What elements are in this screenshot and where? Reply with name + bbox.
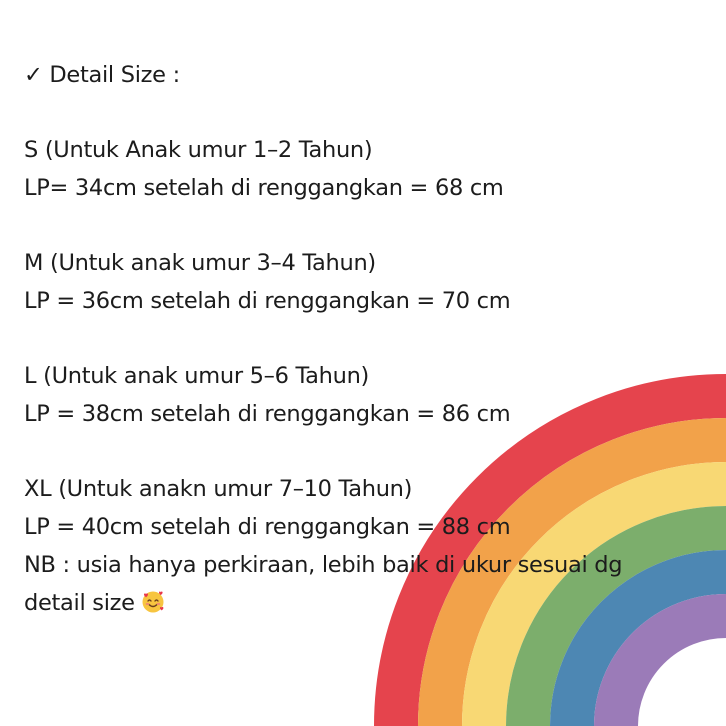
size-detail-text [24, 56, 714, 622]
heading: ✓ Detail Size : [24, 62, 180, 88]
size-s-title: S (Untuk Anak umur 1–2 Tahun) [24, 137, 373, 163]
size-l-title: L (Untuk anak umur 5–6 Tahun) [24, 363, 370, 389]
note-line-2-text: detail size [24, 590, 135, 616]
size-xl-title: XL (Untuk anakn umur 7–10 Tahun) [24, 476, 413, 502]
size-l-detail: LP = 38cm setelah di renggangkan = 86 cm [24, 401, 511, 427]
size-m-detail: LP = 36cm setelah di renggangkan = 70 cm [24, 288, 511, 314]
note-line-1: NB : usia hanya perkiraan, lebih baik di ukur sesuai dg [24, 552, 623, 578]
size-m-title: M (Untuk anak umur 3–4 Tahun) [24, 250, 376, 276]
note-line-2 [24, 584, 714, 622]
smiling-face-with-hearts-emoji [141, 590, 165, 614]
size-s-detail: LP= 34cm setelah di renggangkan = 68 cm [24, 175, 504, 201]
size-xl-detail: LP = 40cm setelah di renggangkan = 88 cm [24, 514, 511, 540]
